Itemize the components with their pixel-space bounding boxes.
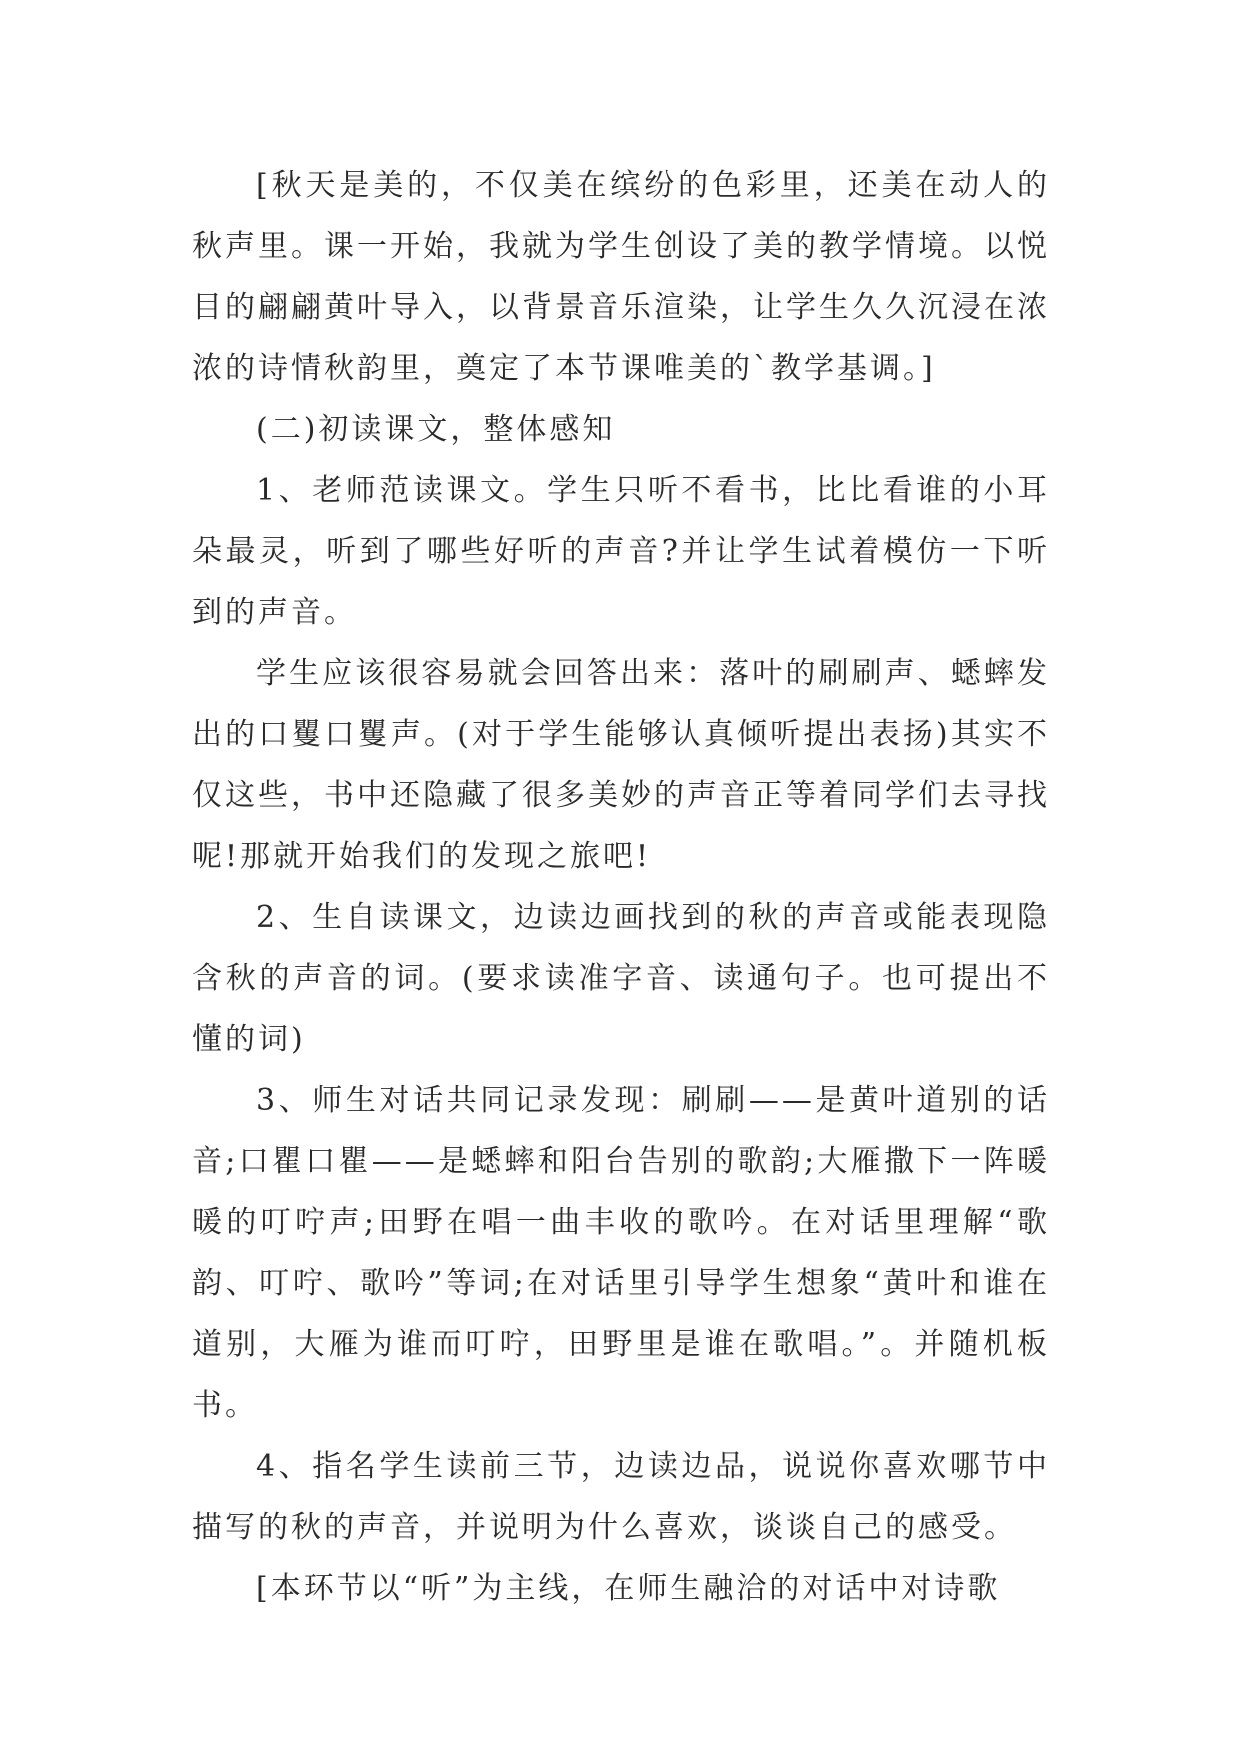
paragraph-commentary-listening: [本环节以“听”为主线，在师生融洽的对话中对诗歌 [256, 1571, 1001, 1606]
paragraph-step-3: 3、师生对话共同记录发现：刷刷——是黄叶道别的话音;口瞿口瞿——是蟋蟀和阳台告别的歌韵;大雁撒下一阵暖暖的叮咛声;田野在唱一曲丰收的歌吟。在对话里理解“歌韵、叮咛、歌吟”等词;在对话里引导学生想象“黄叶和谁在道别，大雁为谁而叮咛，田野里是谁在歌唱。”。并随机板书。 [192, 1083, 1050, 1423]
paragraph-step-4: 4、指名学生读前三节，边读边品，说说你喜欢哪节中描写的秋的声音，并说明为什么喜欢，谈谈自己的感受。 [192, 1449, 1050, 1545]
document-body [192, 155, 1050, 1619]
section-heading-first-reading: (二)初读课文，整体感知 [256, 412, 616, 447]
paragraph-step-1: 1、老师范读课文。学生只听不看书，比比看谁的小耳朵最灵，听到了哪些好听的声音?并让学生试着模仿一下听到的声音。 [192, 473, 1050, 630]
paragraph-student-answer: 学生应该很容易就会回答出来：落叶的刷刷声、蟋蟀发出的口矍口矍声。(对于学生能够认真倾听提出表扬)其实不仅这些，书中还隐藏了很多美妙的声音正等着同学们去寻找呢!那就开始我们的发现之旅吧! [192, 656, 1050, 874]
paragraph-step-2: 2、生自读课文，边读边画找到的秋的声音或能表现隐含秋的声音的词。(要求读准字音、读通句子。也可提出不懂的词) [192, 900, 1050, 1057]
paragraph-commentary-autumn: [秋天是美的，不仅美在缤纷的色彩里，还美在动人的秋声里。课一开始，我就为学生创设了美的教学情境。以悦目的翩翩黄叶导入，以背景音乐渲染，让学生久久沉浸在浓浓的诗情秋韵里，奠定了本节课唯美的`教学基调。] [192, 168, 1050, 386]
